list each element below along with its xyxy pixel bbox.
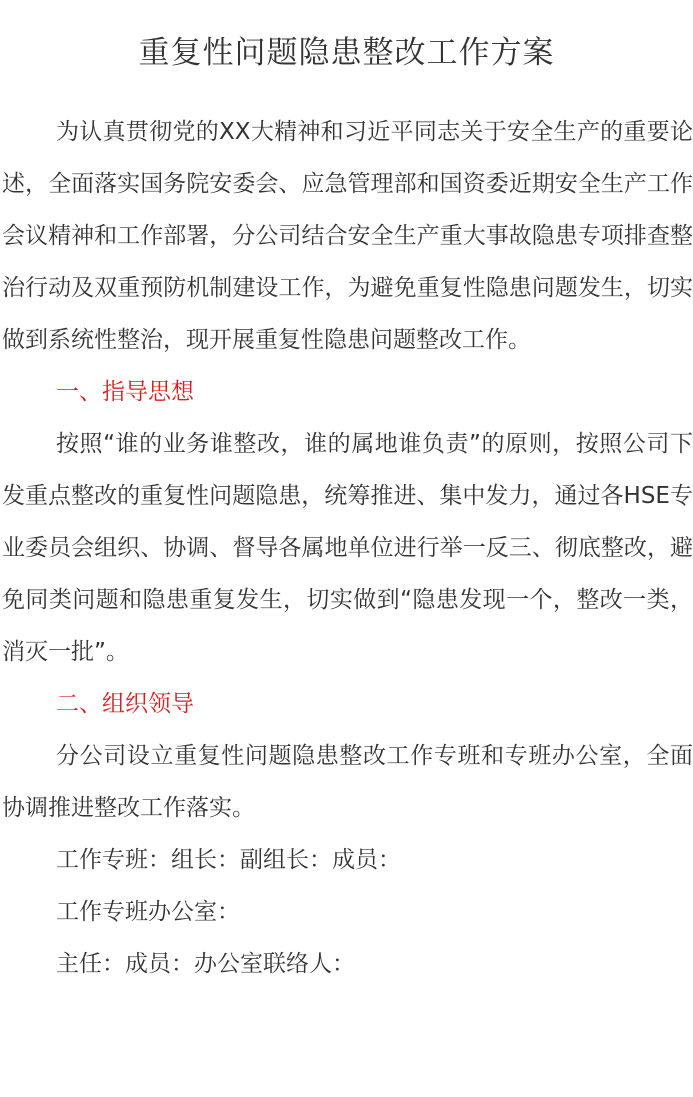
section-heading-organization-leadership: 二、组织领导 bbox=[56, 691, 194, 717]
section-heading-guiding-ideology: 一、指导思想 bbox=[56, 379, 194, 405]
intro-paragraph: 为认真贯彻党的XX大精神和习近平同志关于安全生产的重要论述，全面落实国务院安委会、应急管理部和国资委近期安全生产工作会议精神和工作部署，分公司结合安全生产重大事故隐患专项排查整治行动及双重预防机制建设工作，为避免重复性隐患问题发生，切实做到系统性整治，现开展重复性隐患问题整改工作。 bbox=[2, 119, 693, 353]
document-body bbox=[2, 106, 693, 990]
director-members-line: 主任：成员：办公室联络人： bbox=[56, 951, 355, 977]
document-title: 重复性问题隐患整改工作方案 bbox=[138, 35, 555, 71]
section-paragraph-guiding-ideology: 按照“谁的业务谁整改，谁的属地谁负责”的原则，按照公司下发重点整改的重复性问题隐患，统筹推进、集中发力，通过各HSE专业委员会组织、协调、督导各属地单位进行举一反三、彻底整改，避免同类问题和隐患重复发生，切实做到“隐患发现一个，整改一类，消灭一批”。 bbox=[2, 431, 693, 665]
work-team-line: 工作专班：组长：副组长：成员： bbox=[56, 847, 401, 873]
section-paragraph-organization-leadership: 分公司设立重复性问题隐患整改工作专班和专班办公室，全面协调推进整改工作落实。 bbox=[2, 743, 693, 821]
work-team-office-line: 工作专班办公室： bbox=[56, 899, 240, 925]
